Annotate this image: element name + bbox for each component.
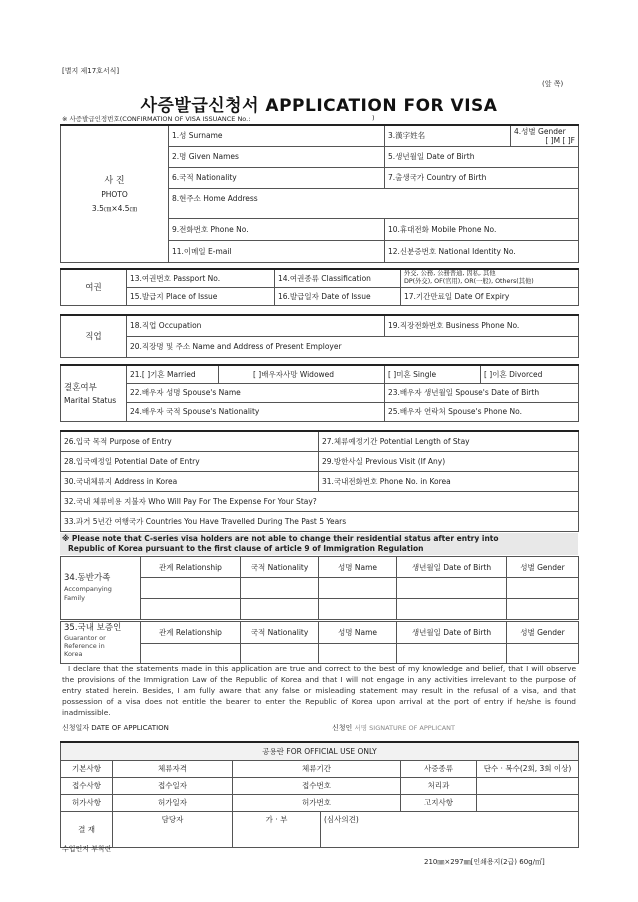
date-of-entry-field[interactable]: 28.입국예정일 Potential Date of Entry: [61, 451, 319, 471]
guarantor-label-en-3: Korea: [64, 650, 83, 658]
marital-table: [60, 364, 579, 422]
countries-travelled-field[interactable]: 33.과거 5년간 여행국가 Countries You Have Travelled During The Past 5 Years: [61, 511, 579, 531]
passport-number-field[interactable]: 13.여권번호 Passport No.: [127, 269, 275, 287]
official-officer-label: 담당자: [113, 811, 233, 847]
official-review-opinion-label: (심사의견): [321, 811, 579, 847]
photo-label: 사 진: [104, 176, 125, 187]
spouse-dob-field[interactable]: 23.배우자 생년월일 Spouse's Date of Birth: [385, 383, 579, 402]
mobile-field[interactable]: 10.휴대전화 Mobile Phone No.: [385, 218, 579, 240]
classification-options-en: DP(外交), OF(官用), OR(一般), Others(其他): [404, 278, 534, 286]
notice-line-1: ※ Please note that C-series visa holders are not able to change their residential status after entry into: [62, 534, 499, 543]
family-row-2-relationship[interactable]: [141, 599, 241, 620]
official-processing-dept-label: 처리과: [401, 777, 477, 794]
entry-table: [60, 430, 579, 532]
guarantor-col-relationship: 관계 Relationship: [141, 622, 241, 644]
spouse-name-field[interactable]: 22.배우자 성명 Spouse's Name: [127, 383, 385, 402]
family-row-2-name[interactable]: [319, 599, 397, 620]
phone-field[interactable]: 9.전화번호 Phone No.: [169, 218, 385, 240]
passport-classification-field[interactable]: 14.여권종류 Classification: [275, 269, 401, 287]
paper-spec: 210㎜×297㎜[인쇄용지(2급) 60g/㎡]: [424, 858, 545, 866]
married-checkbox[interactable]: 21.[ ]기혼 Married: [127, 365, 219, 383]
gender-label: 4.성별 Gender: [514, 126, 566, 136]
official-receipt-number-label: 접수번호: [233, 777, 401, 794]
guarantor-dob[interactable]: [397, 644, 507, 664]
family-row-2-dob[interactable]: [397, 599, 507, 620]
photo-label-en: PHOTO: [101, 190, 128, 200]
guarantor-label-en-1: Guarantor or: [64, 634, 106, 642]
national-id-field[interactable]: 12.신분증번호 National Identity No.: [385, 240, 579, 262]
guarantor-name[interactable]: [319, 644, 397, 664]
family-row-1-dob[interactable]: [397, 578, 507, 599]
official-notice-value[interactable]: [477, 794, 579, 811]
surname-field[interactable]: 1.성 Surname: [169, 125, 385, 146]
family-row-1-relationship[interactable]: [141, 578, 241, 599]
applicant-label-ko: 신청인: [332, 724, 353, 732]
date-of-birth-field[interactable]: 5.생년월일 Date of Birth: [385, 146, 579, 167]
guarantor-section-label: [61, 622, 141, 664]
family-row-1-name[interactable]: [319, 578, 397, 599]
personal-info-table: [60, 124, 579, 263]
classification-options-cn: 外交, 公務, 公務普通, 因私, 其他: [404, 270, 496, 278]
marital-section-label: [61, 365, 127, 421]
gender-options[interactable]: [ ]M [ ]F: [545, 135, 575, 145]
guarantor-col-dob: 생년월일 Date of Birth: [397, 622, 507, 644]
email-field[interactable]: 11.이메일 E-mail: [169, 240, 385, 262]
declaration-text: I declare that the statements made in this application are true and correct to the best of my knowledge and belief, that I will observe the provisions of the Immigration Law of the Republic of Korea and that I will not engage in any activities irrelevant to the purpose of entry stated herein. Besides, I am fully aware that any false or misleading statement may result in the refusal of a visa, and that possession of a visa does not entitle the bearer to enter the Republic of Korea upon arrival at the port of entry if he/she is found inadmissible.: [62, 664, 576, 717]
family-col-relationship: 관계 Relationship: [141, 557, 241, 578]
c-series-notice: [60, 533, 578, 555]
family-row-1-nationality[interactable]: [241, 578, 319, 599]
single-checkbox[interactable]: [ ]미혼 Single: [385, 365, 481, 383]
family-label-en-1: Accompanying: [64, 584, 112, 593]
guarantor-col-nationality: 국적 Nationality: [241, 622, 319, 644]
guarantor-label: 35.국내 보증인: [64, 623, 122, 633]
official-approval-label: 결 재: [61, 811, 113, 847]
page-side: (앞 쪽): [542, 80, 564, 88]
passport-section-label: 여권: [61, 269, 127, 305]
guarantor-label-en-2: Reference in: [64, 642, 105, 650]
official-permit-date-label: 허가일자: [113, 794, 233, 811]
passport-classification-options[interactable]: [401, 269, 579, 287]
family-section-label: [61, 557, 141, 620]
notice-line-2: Republic of Korea pursuant to the first clause of article 9 of Immigration Regulation: [68, 544, 424, 553]
confirmation-close: ): [372, 114, 375, 122]
official-status-label: 체류자격: [113, 760, 233, 777]
official-permit-label: 허가사항: [61, 794, 113, 811]
application-date-label: 신청일자 DATE OF APPLICATION: [62, 724, 169, 732]
official-use-title: 공용란 FOR OFFICIAL USE ONLY: [61, 742, 579, 760]
guarantor-relationship[interactable]: [141, 644, 241, 664]
confirmation-number-label: ※ 사증발급인정번호(CONFIRMATION OF VISA ISSUANCE No.:: [62, 115, 251, 123]
address-in-korea-field[interactable]: 30.국내체류지 Address in Korea: [61, 471, 319, 491]
business-phone-field[interactable]: 19.직장전화번호 Business Phone No.: [385, 315, 579, 336]
expense-payer-field[interactable]: 32.국내 체류비용 지불자 Who Will Pay For The Expense For Your Stay?: [61, 491, 579, 511]
gender-field[interactable]: [511, 125, 579, 146]
employer-field[interactable]: 20.직장명 및 주소 Name and Address of Present Employer: [127, 336, 579, 357]
family-row-2-gender[interactable]: [507, 599, 579, 620]
official-approve-label: 가 · 부: [233, 811, 321, 847]
photo-size: 3.5㎝×4.5㎝: [91, 204, 138, 214]
guarantor-col-gender: 성별 Gender: [507, 622, 579, 644]
official-processing-dept-value[interactable]: [477, 777, 579, 794]
official-notice-label: 고지사항: [401, 794, 477, 811]
marital-label: 결혼여부: [64, 383, 97, 394]
revenue-stamp-area: 수입인지 부착란: [62, 845, 112, 853]
form-number: [별지 제17호서식]: [62, 67, 120, 75]
date-of-expiry-field[interactable]: 17.기간만료일 Date Of Expiry: [401, 287, 579, 305]
occupation-field[interactable]: 18.직업 Occupation: [127, 315, 385, 336]
family-row-2-nationality[interactable]: [241, 599, 319, 620]
passport-table: [60, 268, 579, 306]
family-table: [60, 556, 579, 620]
official-entry-count: 단수 · 복수(2회, 3회 이상): [477, 760, 579, 777]
official-visa-type-label: 사증종류: [401, 760, 477, 777]
widowed-checkbox[interactable]: [ ]배우자사망 Widowed: [219, 365, 385, 383]
spouse-phone-field[interactable]: 25.배우자 연락처 Spouse's Phone No.: [385, 402, 579, 421]
purpose-field[interactable]: 26.입국 목적 Purpose of Entry: [61, 431, 319, 451]
page-title: 사증발급신청서 APPLICATION FOR VISA: [140, 96, 498, 116]
official-use-table: [60, 741, 579, 848]
given-names-field[interactable]: 2.명 Given Names: [169, 146, 385, 167]
nationality-field[interactable]: 6.국적 Nationality: [169, 167, 385, 188]
divorced-checkbox[interactable]: [ ]이혼 Divorced: [481, 365, 579, 383]
signature-hint: 서명 SIGNATURE OF APPLICANT: [354, 724, 456, 732]
official-basic-label: 기본사항: [61, 760, 113, 777]
guarantor-col-name: 성명 Name: [319, 622, 397, 644]
guarantor-gender[interactable]: [507, 644, 579, 664]
applicant-label: [332, 723, 455, 733]
marital-label-en: Marital Status: [64, 396, 117, 406]
phone-in-korea-field[interactable]: 31.국내전화번호 Phone No. in Korea: [319, 471, 579, 491]
family-label-en-2: Family: [64, 593, 85, 602]
family-col-dob: 생년월일 Date of Birth: [397, 557, 507, 578]
photo-box[interactable]: [61, 125, 169, 262]
official-receipt-label: 접수사항: [61, 777, 113, 794]
home-address-field[interactable]: 8.현주소 Home Address: [169, 188, 579, 218]
chinese-name-field[interactable]: 3.漢字姓名: [385, 125, 511, 146]
occupation-section-label: 직업: [61, 315, 127, 357]
official-period-label: 체류기간: [233, 760, 401, 777]
place-of-issue-field[interactable]: 15.발급지 Place of Issue: [127, 287, 275, 305]
occupation-table: [60, 314, 579, 358]
guarantor-nationality[interactable]: [241, 644, 319, 664]
country-of-birth-field[interactable]: 7.출생국가 Country of Birth: [385, 167, 579, 188]
family-label: 34.동반가족: [64, 572, 111, 583]
guarantor-table: [60, 621, 579, 664]
family-col-name: 성명 Name: [319, 557, 397, 578]
family-col-gender: 성별 Gender: [507, 557, 579, 578]
family-row-1-gender[interactable]: [507, 578, 579, 599]
official-permit-number-label: 허가번호: [233, 794, 401, 811]
family-col-nationality: 국적 Nationality: [241, 557, 319, 578]
spouse-nationality-field[interactable]: 24.배우자 국적 Spouse's Nationality: [127, 402, 385, 421]
length-of-stay-field[interactable]: 27.체류예정기간 Potential Length of Stay: [319, 431, 579, 451]
official-receipt-date-label: 접수일자: [113, 777, 233, 794]
date-of-issue-field[interactable]: 16.발급일자 Date of Issue: [275, 287, 401, 305]
previous-visit-field[interactable]: 29.방한사실 Previous Visit (If Any): [319, 451, 579, 471]
